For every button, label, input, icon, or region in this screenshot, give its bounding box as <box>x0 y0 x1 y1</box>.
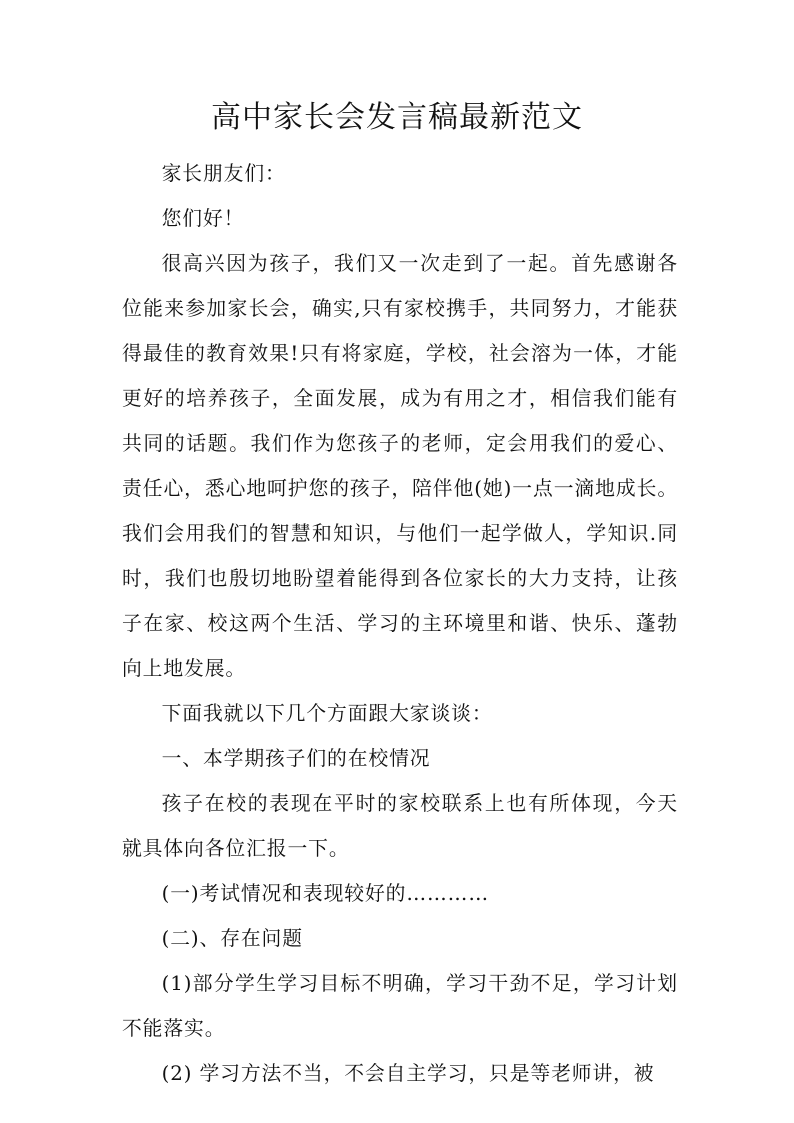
list-item: (1)部分学生学习目标不明确，学习干劲不足，学习计划不能落实。 <box>122 972 678 1040</box>
list-item: (2) 学习方法不当，不会自主学习，只是等老师讲，被 <box>161 1062 655 1085</box>
section-heading: 一、本学期孩子们的在校情况 <box>161 747 431 770</box>
body-paragraph: 很高兴因为孩子，我们又一次走到了一起。首先感谢各位能来参加家长会，确实,只有家校携手，共同努力，才能获得最佳的教育效果!只有将家庭，学校，社会溶为一体，才能更好的培养孩子，全面发展，成为有用之才，相信我们能有共同的话题。我们作为您孩子的老师，定会用我们的爱心、责任心，悉心地呵护您的孩子，陪伴他(她)一点一滴地成长。我们会用我们的智慧和知识，与他们一起学做人，学知识.同时，我们也殷切地盼望着能得到各位家长的大力支持，让孩子在家、校这两个生活、学习的主环境里和谐、快乐、蓬勃向上地发展。 <box>122 252 678 680</box>
subsection-heading: (一)考试情况和表现较好的………… <box>161 882 490 905</box>
body-paragraph: 孩子在校的表现在平时的家校联系上也有所体现，今天就具体向各位汇报一下。 <box>122 792 678 860</box>
document-title: 高中家长会发言稿最新范文 <box>211 100 583 135</box>
body-paragraph: 下面我就以下几个方面跟大家谈谈： <box>161 702 493 725</box>
document-body <box>122 151 678 1096</box>
subsection-heading: (二)、存在问题 <box>161 927 303 950</box>
salutation: 家长朋友们： <box>161 162 286 185</box>
greeting: 您们好！ <box>161 207 245 230</box>
